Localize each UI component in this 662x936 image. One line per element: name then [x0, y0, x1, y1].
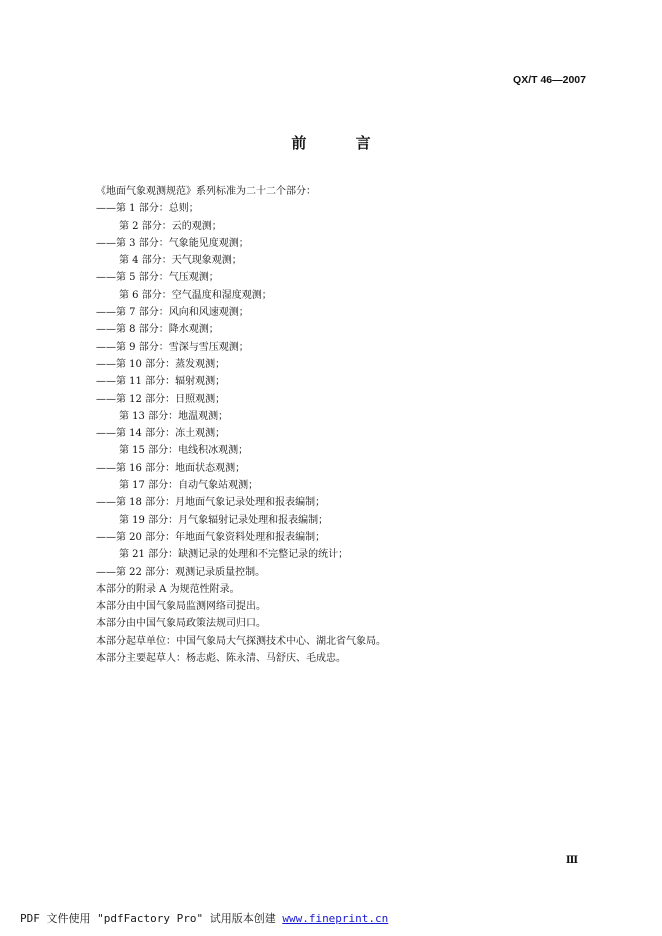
- part-prefix: ——: [96, 566, 116, 578]
- part-item: [96, 546, 596, 563]
- part-text: 第 6 部分：空气温度和湿度观测；: [119, 289, 272, 301]
- part-text: 第 9 部分：雪深与雪压观测；: [116, 341, 249, 353]
- part-item: [96, 494, 596, 511]
- part-text: 第 22 部分：观测记录质量控制。: [116, 566, 266, 578]
- part-item: [96, 512, 596, 529]
- footer-text: PDF 文件使用 "pdfFactory Pro" 试用版本创建: [20, 912, 283, 925]
- part-prefix: ——: [96, 307, 116, 319]
- note-line: 本部分由中国气象局政策法规司归口。: [96, 618, 266, 630]
- part-text: 第 3 部分：气象能见度观测；: [116, 237, 249, 249]
- note-line: 本部分由中国气象局监测网络司提出。: [96, 601, 266, 613]
- part-text: 第 10 部分：蒸发观测；: [116, 358, 226, 370]
- part-item: [96, 408, 596, 425]
- part-item: [96, 269, 596, 286]
- note-line: 本部分起草单位：中国气象局大气探测技术中心、湖北省气象局。: [96, 635, 386, 647]
- parts-list: [96, 200, 596, 581]
- part-text: 第 2 部分：云的观测；: [119, 220, 222, 232]
- part-prefix: ——: [96, 497, 116, 509]
- part-prefix: ——: [96, 324, 116, 336]
- footer-link[interactable]: www.fineprint.cn: [282, 912, 389, 925]
- part-text: 第 7 部分：风向和风速观测；: [116, 307, 249, 319]
- part-item: [96, 200, 596, 217]
- part-text: 第 13 部分：地温观测；: [119, 410, 229, 422]
- part-text: 第 1 部分：总则；: [116, 203, 199, 215]
- part-prefix: ——: [96, 428, 116, 440]
- part-item: [96, 564, 596, 581]
- part-text: 第 21 部分：缺测记录的处理和不完整记录的统计；: [119, 549, 349, 561]
- part-prefix: ——: [96, 341, 116, 353]
- part-item: [96, 218, 596, 235]
- part-prefix: ——: [96, 358, 116, 370]
- page-title: 前 言: [291, 134, 393, 152]
- part-prefix: ——: [96, 531, 116, 543]
- part-text: 第 14 部分：冻土观测；: [116, 428, 226, 440]
- part-item: [96, 477, 596, 494]
- part-item: [96, 287, 596, 304]
- part-item: [96, 339, 596, 356]
- part-item: [96, 304, 596, 321]
- part-text: 第 18 部分：月地面气象记录处理和报表编制；: [116, 497, 326, 509]
- note-line: 本部分主要起草人：杨志彪、陈永清、马舒庆、毛成忠。: [96, 653, 346, 665]
- part-prefix: ——: [96, 237, 116, 249]
- part-text: 第 16 部分：地面状态观测；: [116, 462, 246, 474]
- part-text: 第 20 部分：年地面气象资料处理和报表编制；: [116, 531, 326, 543]
- part-item: [96, 373, 596, 390]
- part-item: [96, 460, 596, 477]
- pdf-footer: [20, 910, 388, 926]
- part-prefix: ——: [96, 462, 116, 474]
- part-text: 第 17 部分：自动气象站观测；: [119, 480, 259, 492]
- part-item: [96, 235, 596, 252]
- part-prefix: ——: [96, 203, 116, 215]
- part-text: 第 8 部分：降水观测；: [116, 324, 219, 336]
- part-text: 第 15 部分：电线积冰观测；: [119, 445, 249, 457]
- intro-line: 《地面气象观测规范》系列标准为二十二个部分：: [96, 186, 316, 197]
- part-item: [96, 356, 596, 373]
- standard-code: QX/T 46—2007: [513, 74, 586, 86]
- part-item: [96, 442, 596, 459]
- part-item: [96, 252, 596, 269]
- part-text: 第 19 部分：月气象辐射记录处理和报表编制；: [119, 514, 329, 526]
- part-text: 第 11 部分：辐射观测；: [116, 376, 226, 388]
- note-line: 本部分的附录 A 为规范性附录。: [96, 583, 240, 595]
- part-item: [96, 321, 596, 338]
- document-body: [96, 183, 596, 667]
- part-prefix: ——: [96, 376, 116, 388]
- part-item: [96, 391, 596, 408]
- part-item: [96, 425, 596, 442]
- part-prefix: ——: [96, 393, 116, 405]
- part-text: 第 5 部分：气压观测；: [116, 272, 219, 284]
- part-item: [96, 529, 596, 546]
- part-text: 第 4 部分：天气现象观测；: [119, 255, 242, 267]
- part-text: 第 12 部分：日照观测；: [116, 393, 226, 405]
- part-prefix: ——: [96, 272, 116, 284]
- page-number: Ⅲ: [565, 855, 578, 866]
- notes-list: [96, 581, 596, 667]
